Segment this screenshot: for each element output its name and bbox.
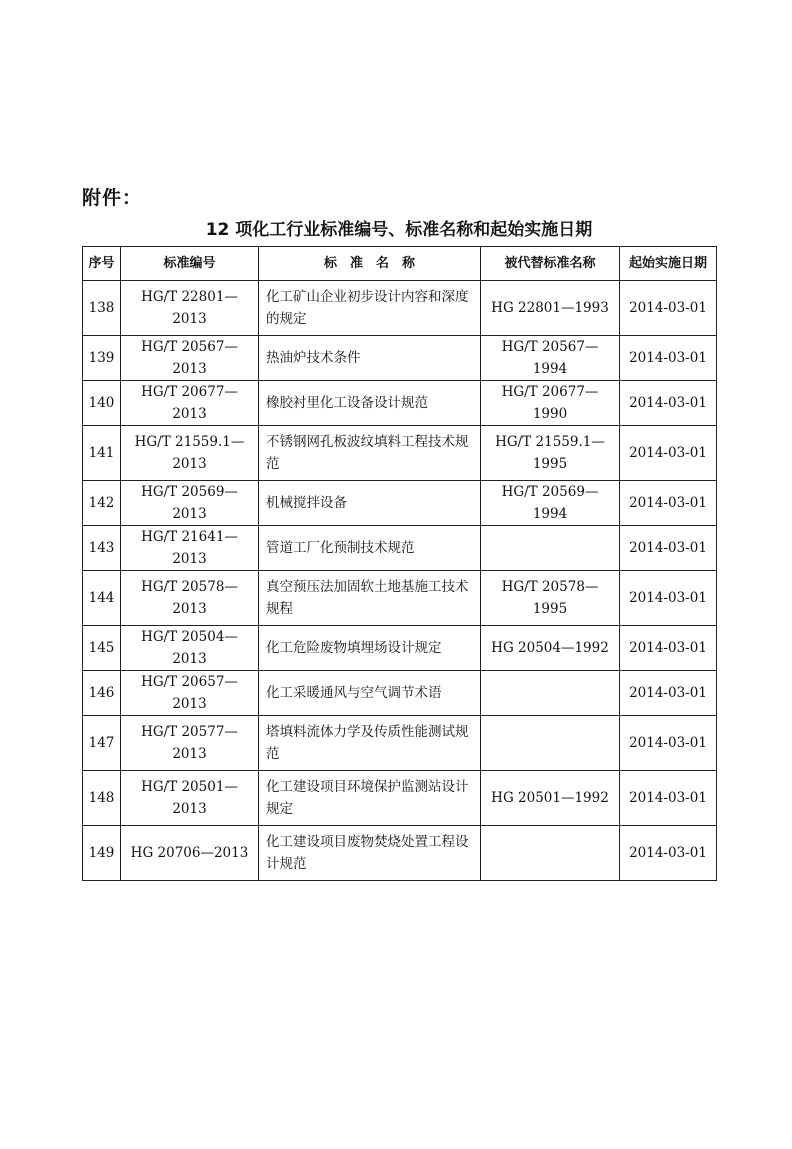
document-title: 12 项化工行业标准编号、标准名称和起始实施日期 <box>205 220 593 240</box>
standards-table <box>82 246 717 881</box>
table-header-row <box>83 247 717 281</box>
cell-start-date: 2014-03-01 <box>620 671 717 716</box>
cell-seq: 138 <box>83 281 121 336</box>
attachment-label: 附件： <box>82 187 143 209</box>
cell-std-name: 塔填料流体力学及传质性能测试规范 <box>259 716 481 771</box>
cell-start-date: 2014-03-01 <box>620 336 717 381</box>
cell-seq: 139 <box>83 336 121 381</box>
cell-replaced: HG/T 20677—1990 <box>481 381 620 426</box>
cell-std-name: 管道工厂化预制技术规范 <box>259 526 481 571</box>
header-std-no: 标准编号 <box>121 247 259 281</box>
cell-replaced <box>481 826 620 881</box>
cell-replaced: HG/T 20578—1995 <box>481 571 620 626</box>
table-row <box>83 571 717 626</box>
cell-std-no: HG 20706—2013 <box>121 826 259 881</box>
cell-std-no: HG/T 20577—2013 <box>121 716 259 771</box>
table-row <box>83 336 717 381</box>
table-row <box>83 671 717 716</box>
cell-replaced: HG/T 20567—1994 <box>481 336 620 381</box>
cell-std-name: 热油炉技术条件 <box>259 336 481 381</box>
cell-replaced <box>481 526 620 571</box>
table-row <box>83 281 717 336</box>
table-row <box>83 426 717 481</box>
cell-start-date: 2014-03-01 <box>620 626 717 671</box>
cell-replaced: HG 22801—1993 <box>481 281 620 336</box>
cell-std-name: 化工矿山企业初步设计内容和深度的规定 <box>259 281 481 336</box>
cell-std-no: HG/T 22801—2013 <box>121 281 259 336</box>
cell-replaced <box>481 671 620 716</box>
cell-std-no: HG/T 20504—2013 <box>121 626 259 671</box>
header-replaced: 被代替标准名称 <box>481 247 620 281</box>
cell-std-name: 机械搅拌设备 <box>259 481 481 526</box>
cell-std-name: 化工建设项目废物焚烧处置工程设计规范 <box>259 826 481 881</box>
header-start-date: 起始实施日期 <box>620 247 717 281</box>
table-row <box>83 526 717 571</box>
cell-replaced: HG 20501—1992 <box>481 771 620 826</box>
cell-std-no: HG/T 20657—2013 <box>121 671 259 716</box>
cell-std-no: HG/T 20569—2013 <box>121 481 259 526</box>
cell-start-date: 2014-03-01 <box>620 771 717 826</box>
cell-seq: 143 <box>83 526 121 571</box>
cell-std-no: HG/T 20578—2013 <box>121 571 259 626</box>
cell-seq: 142 <box>83 481 121 526</box>
table-row <box>83 716 717 771</box>
cell-std-no: HG/T 20567—2013 <box>121 336 259 381</box>
cell-seq: 141 <box>83 426 121 481</box>
table-row <box>83 381 717 426</box>
cell-replaced: HG/T 21559.1—1995 <box>481 426 620 481</box>
cell-std-no: HG/T 20677—2013 <box>121 381 259 426</box>
cell-start-date: 2014-03-01 <box>620 826 717 881</box>
cell-start-date: 2014-03-01 <box>620 571 717 626</box>
cell-seq: 148 <box>83 771 121 826</box>
cell-std-name: 化工采暖通风与空气调节术语 <box>259 671 481 716</box>
cell-start-date: 2014-03-01 <box>620 381 717 426</box>
cell-std-name: 不锈钢网孔板波纹填料工程技术规范 <box>259 426 481 481</box>
cell-replaced: HG/T 20569—1994 <box>481 481 620 526</box>
table-row <box>83 771 717 826</box>
table-row <box>83 626 717 671</box>
cell-start-date: 2014-03-01 <box>620 481 717 526</box>
cell-std-name: 橡胶衬里化工设备设计规范 <box>259 381 481 426</box>
cell-std-no: HG/T 21559.1—2013 <box>121 426 259 481</box>
cell-replaced <box>481 716 620 771</box>
cell-start-date: 2014-03-01 <box>620 281 717 336</box>
cell-start-date: 2014-03-01 <box>620 426 717 481</box>
cell-seq: 146 <box>83 671 121 716</box>
cell-std-no: HG/T 21641—2013 <box>121 526 259 571</box>
table-row <box>83 826 717 881</box>
cell-seq: 149 <box>83 826 121 881</box>
cell-std-name: 真空预压法加固软土地基施工技术规程 <box>259 571 481 626</box>
cell-std-no: HG/T 20501—2013 <box>121 771 259 826</box>
header-seq: 序号 <box>83 247 121 281</box>
cell-seq: 147 <box>83 716 121 771</box>
cell-start-date: 2014-03-01 <box>620 716 717 771</box>
table-row <box>83 481 717 526</box>
cell-seq: 140 <box>83 381 121 426</box>
cell-replaced: HG 20504—1992 <box>481 626 620 671</box>
cell-std-name: 化工建设项目环境保护监测站设计规定 <box>259 771 481 826</box>
cell-seq: 144 <box>83 571 121 626</box>
cell-std-name: 化工危险废物填埋场设计规定 <box>259 626 481 671</box>
cell-start-date: 2014-03-01 <box>620 526 717 571</box>
header-std-name: 标 准 名 称 <box>259 247 481 281</box>
cell-seq: 145 <box>83 626 121 671</box>
